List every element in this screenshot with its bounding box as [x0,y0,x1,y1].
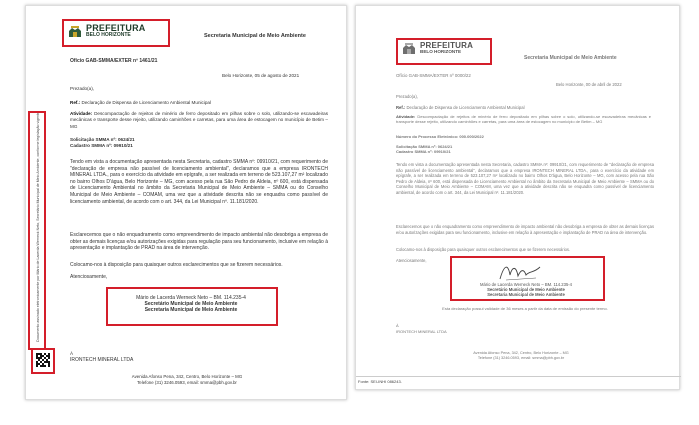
activity-text-right: Descompactação de rejeitos de minério de ferro depositado em pilhas sobre o solo, utilizando-se escavadeiras mecânicas e transporte desse rejeito, utilizando caminhões e carretas, para uma área de estocagem no município de Betim – MG [396,114,651,125]
source-caption: Fonte: SEI-INHI 086243. [358,379,402,384]
header-organization-right: Secretaria Municipal de Meio Ambiente [524,55,617,61]
activity-label-right: Atividade: [396,114,416,119]
reference-text-right: Declaração de Dispensa de Licenciamento Ambiental Municipal [406,105,525,110]
caption-divider [356,376,681,377]
salutation-right: Prezado(a), [396,94,418,99]
footer-line-1-right: Avenida Afonso Pena, 342, Centro, Belo Horizonte – MG [473,351,569,355]
closing-right: Atenciosamente, [396,258,427,263]
activity-text: Descompactação de rejeitos de minério de ferro depositado em pilhas sobre o solo, utilizando-se escavadeiras mecânicas e transporte desse rejeito, utilizando caminhões e carretas, para uma área de estocagem no município de Betim – MG [70,111,328,129]
highlight-box-signature-right [450,256,605,301]
footer-line-2-right: Telefone (31) 3246.0593, email: smma@pbh.gov.br [477,355,565,360]
highlight-box-logo-right [396,38,492,65]
closing: Atenciosamente, [70,274,108,280]
signer-title-1-right: Secretário Municipal de Meio Ambiente [487,287,565,293]
logo-line-1-right: PREFEITURA [420,41,474,51]
footer-address [86,374,288,385]
activity-label: Atividade: [70,111,93,116]
signer-name-right: Mário de Lacerda Werneck Neto – BM. 114.235-4 [479,282,573,287]
signer-title-2-right: Secretaria Municipal de Meio Ambiente [487,292,565,298]
activity-paragraph [70,111,328,130]
registration-number: Cadastro SMMA nº: 09910/21 [70,143,133,148]
footer-line-2: Telefone (31) 3246.0593, email: smma@pbh.gov.br [137,379,237,385]
vertical-signature-note: Documento assinado eletronicamente por Mário de Lacerda Werneck Neto, Secretário Municipal de Meio Ambiente, conforme legislação vigente. [36,110,40,342]
signer-title-2: Secretaria Municipal de Meio Ambiente [144,307,238,313]
letter-date-right: Belo Horizonte, 00 de abril de 2022 [556,82,622,87]
body-paragraph-1-right: Tendo em vista a documentação apresentada nesta Secretaria, cadastro SMMA nº: 09910/21, com requerimento de "declaração de empresa não passível de licenciamento ambiental", declaramos que a empresa IRONTECH MINERAL LTDA., para o exercício da atividade em epígrafe, a ser realizada em terreno de 523.107,27 m² localizado no bairro Olhos D'água, Belo Horizonte – MG, com acesso pela rua São Pedro de Aldeia, nº 600, está dispensada de Licenciamento Ambiental no âmbito da Secretaria Municipal de Meio Ambiente – SMMA ou do Conselho Municipal de Meio Ambiente – COMAM, uma vez que a atividade descrita não se enquadra como passível de licenciamento ambiental, de acordo com o art. 344, da Lei Municipal nº. 11.181/2020. [396,162,654,195]
body-paragraph-2-right: Esclarecemos que o não enquadramento como empreendimento de impacto ambiental não desobriga a empresa de obter as demais licenças e/ou autorizações exigidas para seu funcionamento, inclusive em relação à apresentação e implantação de PRAD na área de intervenção. [396,224,654,235]
highlight-box-logo [62,19,170,47]
recipient-name-right: IRONTECH MINERAL LTDA [396,329,447,334]
highlight-box-qr [31,348,55,374]
logo-line-2-right: BELO HORIZONTE [420,49,462,55]
solicitation-number-right: Solicitação SMMA nº: 0624/21 [396,144,453,149]
reference-text: Declaração de Dispensa de Licenciamento Ambiental Municipal [81,100,211,105]
logo-line-1: PREFEITURA [86,23,146,33]
reference-line-right [396,105,651,111]
salutation: Prezado(a), [70,86,95,91]
validity-note: Esta declaração possui validade de 36 meses a partir da data de emissão do presente termo. [442,306,608,311]
oficio-number-right: Ofício GAB-SMMA/EXTER nº 0000/22 [396,73,471,78]
activity-paragraph-right [396,114,651,124]
body-paragraph-3-right: Colocamo-nos à disposição para quaisquer outros esclarecimentos que se fizerem necessários. [396,247,571,252]
solicitation-number: Solicitação SMMA nº: 0624/21 [70,137,135,142]
highlight-box-signature [106,287,278,326]
signer-name: Mário de Lacerda Werneck Neto – BM. 114.235-4 [136,295,246,301]
logo-line-2: BELO HORIZONTE [86,32,131,38]
reference-line [70,100,326,106]
signer-title-1: Secretário Municipal de Meio Ambiente [144,301,238,307]
document-page-right [355,5,680,390]
highlight-box-vertical-text [28,111,46,350]
recipient-name: IRONTECH MINERAL LTDA [70,357,134,363]
reference-label-right: Ref.: [396,105,406,110]
body-paragraph-3: Colocamo-nos à disposição para quaisquer outros esclarecimentos que se fizerem necessários. [70,262,283,268]
body-paragraph-2: Esclarecemos que o não enquadramento como empreendimento de impacto ambiental não desobriga a empresa de obter as demais licenças e/ou autorizações exigidas para regulação para seu funcionamento, inclusive em relação à apresentação e implantação de PRAD na área de intervenção. [70,232,328,252]
reference-label: Ref.: [70,100,81,105]
footer-line-1: Avenida Afonso Pena, 342, Centro, Belo Horizonte – MG [131,374,243,379]
footer-address-right [416,351,626,361]
oficio-number: Ofício GAB-SMMA/EXTER nº 1461/21 [70,58,158,64]
body-paragraph-1: Tendo em vista a documentação apresentada nesta Secretaria, cadastro SMMA nº: 09910/21, com requerimento de "declaração de empresa não passível de licenciamento ambiental", declaramos que a empresa IRONTECH MINERAL LTDA., para o exercício da atividade em epígrafe, a ser realizada em terreno de 523.107,27 m² localizado no bairro Olhos D'água, Belo Horizonte – MG, com acesso pela rua São Pedro de Aldeia, nº 600, está dispensada de Licenciamento Ambiental no âmbito da Secretaria Municipal de Meio Ambiente – SMMA ou do Conselho Municipal de Meio Ambiente – COMAM, uma vez que a atividade descrita não se enquadra como passível de licenciamento ambiental, de acordo com o art. 344, da Lei Municipal nº. 11.181/2020. [70,159,328,205]
recipient-a-right: À [396,323,399,328]
registration-number-right: Cadastro SMMA nº: 09910/21 [396,149,451,154]
process-number-right: Número do Processo Eletrônico: 000.000/2022 [396,134,484,139]
document-page-left [25,5,347,400]
recipient-a: À [70,351,74,356]
header-organization: Secretaria Municipal de Meio Ambiente [204,33,306,39]
letter-date: Belo Horizonte, 05 de agosto de 2021 [222,73,300,78]
